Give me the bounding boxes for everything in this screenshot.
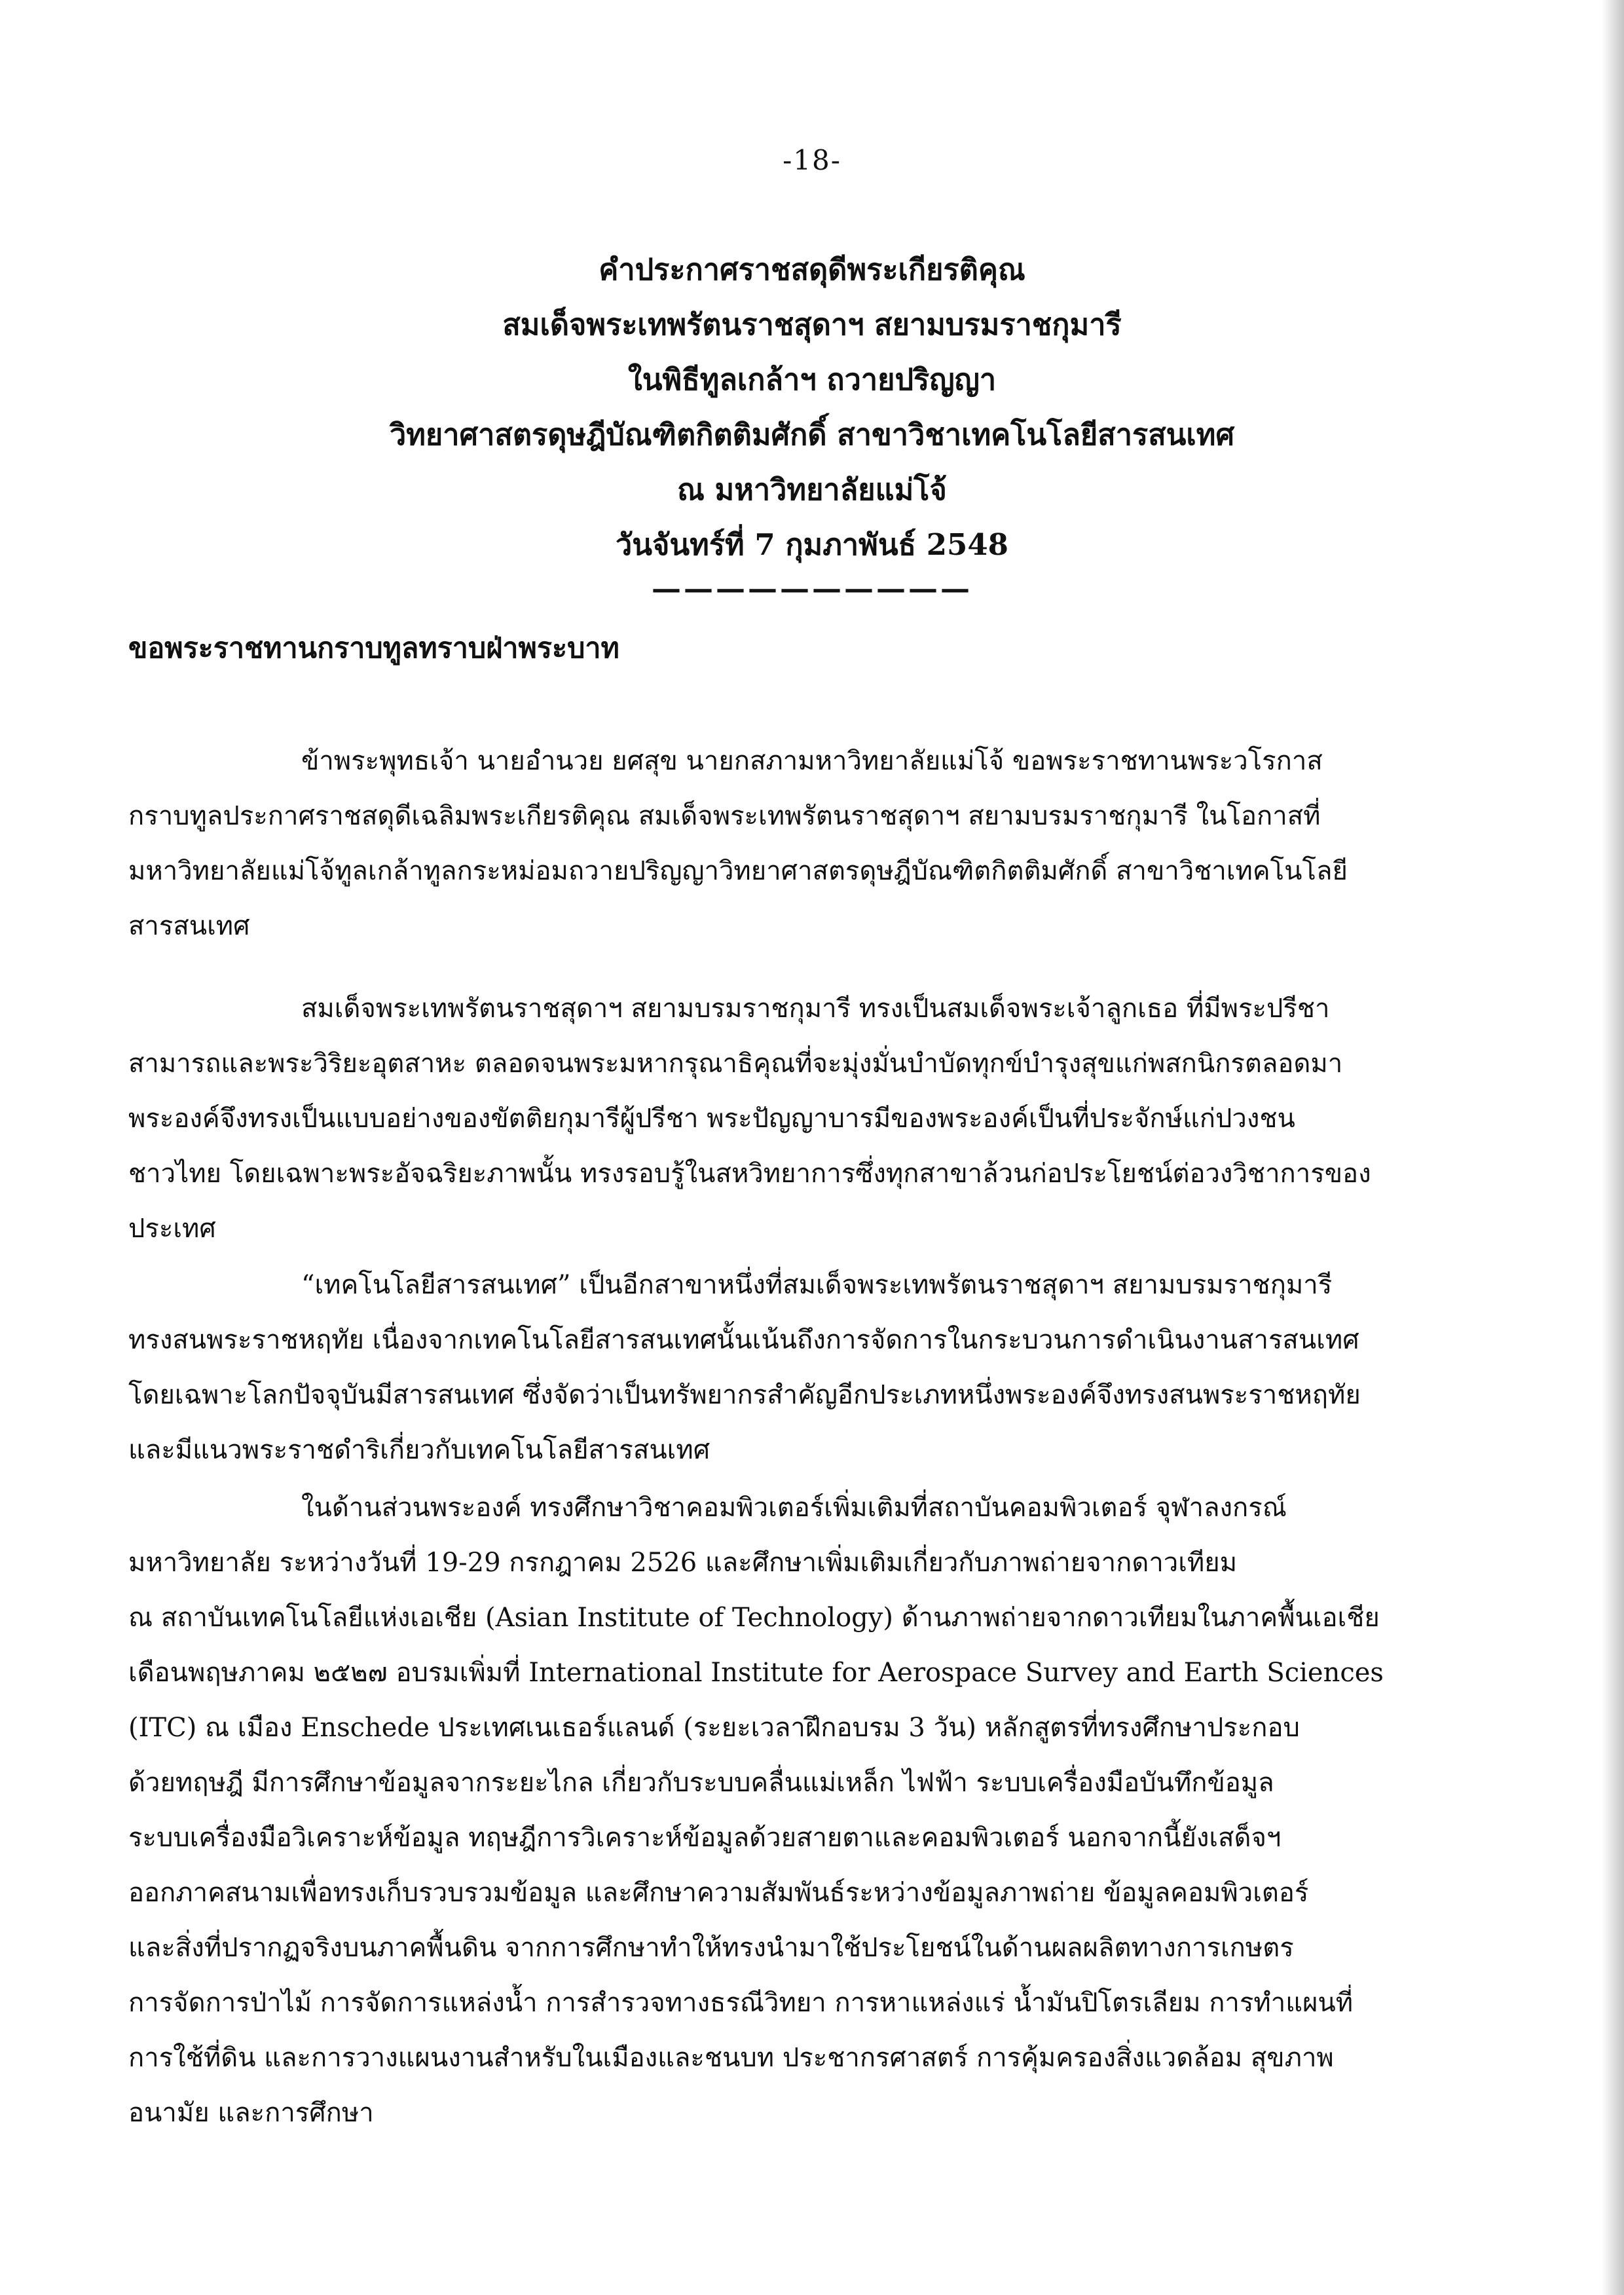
paragraph-line: ออกภาคสนามเพื่อทรงเก็บรวบรวมข้อมูล และศึกษาความสัมพันธ์ระหว่างข้อมูลภาพถ่าย ข้อมูลคอมพิวเตอร์ xyxy=(128,1878,1309,1908)
paragraph-line: อนามัย และการศึกษา xyxy=(128,2098,374,2128)
paragraph-line: ประเทศ xyxy=(128,1214,216,1244)
paragraph-line: ระบบเครื่องมือวิเคราะห์ข้อมูล ทฤษฎีการวิเคราะห์ข้อมูลด้วยสายตาและคอมพิวเตอร์ นอกจากนี้ยังเสด็จฯ xyxy=(128,1823,1282,1853)
paragraph-line: มหาวิทยาลัยแม่โจ้ทูลเกล้าทูลกระหม่อมถวายปริญญาวิทยาศาสตรดุษฎีบัณฑิตกิตติมศักดิ์ สาขาวิชาเทคโนโลยี xyxy=(128,856,1348,886)
paragraph-line: ชาวไทย โดยเฉพาะพระอัจฉริยะภาพนั้น ทรงรอบรู้ในสหวิทยาการซึ่งทุกสาขาล้วนก่อประโยชน์ต่อวงวิชาการของ xyxy=(128,1159,1371,1189)
title-divider: —————————— xyxy=(652,571,972,606)
paragraph-line: และสิ่งที่ปรากฏจริงบนภาคพื้นดิน จากการศึกษาทำให้ทรงนำมาใช้ประโยชน์ในด้านผลผลิตทางการเกษตร xyxy=(128,1933,1294,1963)
salutation: ขอพระราชทานกราบทูลทราบฝ่าพระบาท xyxy=(128,632,619,665)
paragraph-line: การใช้ที่ดิน และการวางแผนงานสำหรับในเมืองและชนบท ประชากรศาสตร์ การคุ้มครองสิ่งแวดล้อม สุขภาพ xyxy=(128,2043,1334,2073)
title-line-date: วันจันทร์ที่ 7 กุมภาพันธ์ 2548 xyxy=(616,527,1008,562)
paragraph-line: ในด้านส่วนพระองค์ ทรงศึกษาวิชาคอมพิวเตอร์เพิ่มเติมที่สถาบันคอมพิวเตอร์ จุฬาลงกรณ์ xyxy=(301,1493,1287,1523)
paragraph-personal-studies xyxy=(128,1480,1438,2140)
page-number: -18- xyxy=(783,144,841,176)
paragraph-line: และมีแนวพระราชดำริเกี่ยวกับเทคโนโลยีสารสนเทศ xyxy=(128,1435,710,1465)
title-line-proclamation: คำประกาศราชสดุดีพระเกียรติคุณ xyxy=(599,252,1025,287)
paragraph-virtues xyxy=(128,981,1438,1256)
paragraph-line: โดยเฉพาะโลกปัจจุบันมีสารสนเทศ ซึ่งจัดว่าเป็นทรัพยากรสำคัญอีกประเภทหนึ่งพระองค์จึงทรงสนพระราชหฤทัย xyxy=(128,1380,1361,1410)
paragraph-line: สามารถและพระวิริยะอุตสาหะ ตลอดจนพระมหากรุณาธิคุณที่จะมุ่งมั่นบำบัดทุกข์บำรุงสุขแก่พสกนิกรตลอดมา xyxy=(128,1049,1343,1079)
title-line-princess-name: สมเด็จพระเทพรัตนราชสุดาฯ สยามบรมราชกุมารี xyxy=(502,307,1122,342)
title-block xyxy=(0,242,1624,605)
paragraph-line: กราบทูลประกาศราชสดุดีเฉลิมพระเกียรติคุณ สมเด็จพระเทพรัตนราชสุดาฯ สยามบรมราชกุมารี ในโอกาสที่ xyxy=(128,801,1321,831)
paragraph-line: การจัดการป่าไม้ การจัดการแหล่งน้ำ การสำรวจทางธรณีวิทยา การหาแหล่งแร่ น้ำมันปิโตรเลียม การทำแผนที่ xyxy=(128,1988,1354,2018)
paragraph-line: ณ สถาบันเทคโนโลยีแห่งเอเชีย (Asian Institute of Technology) ด้านภาพถ่ายจากดาวเทียมในภาคพื้นเอเชีย xyxy=(128,1603,1380,1633)
paragraph-line: ด้วยทฤษฎี มีการศึกษาข้อมูลจากระยะไกล เกี่ยวกับระบบคลื่นแม่เหล็ก ไฟฟ้า ระบบเครื่องมือบันทึกข้อมูล xyxy=(128,1768,1274,1798)
paragraph-line: มหาวิทยาลัย ระหว่างวันที่ 19-29 กรกฎาคม 2526 และศึกษาเพิ่มเติมเกี่ยวกับภาพถ่ายจากดาวเทียม xyxy=(128,1548,1238,1578)
paragraph-line: ทรงสนพระราชหฤทัย เนื่องจากเทคโนโลยีสารสนเทศนั้นเน้นถึงการจัดการในกระบวนการดำเนินงานสารสนเทศ xyxy=(128,1325,1359,1355)
paragraph-line: สมเด็จพระเทพรัตนราชสุดาฯ สยามบรมราชกุมารี ทรงเป็นสมเด็จพระเจ้าลูกเธอ ที่มีพระปรีชา xyxy=(301,994,1330,1024)
paragraph-line: (ITC) ณ เมือง Enschede ประเทศเนเธอร์แลนด์ (ระยะเวลาฝึกอบรม 3 วัน) หลักสูตรที่ทรงศึกษาประกอบ xyxy=(128,1713,1300,1743)
paragraph-line: พระองค์จึงทรงเป็นแบบอย่างของขัตติยกุมารีผู้ปรีชา พระปัญญาบารมีของพระองค์เป็นที่ประจักษ์แก่ปวงชน xyxy=(128,1104,1295,1134)
paragraph-information-technology xyxy=(128,1258,1438,1478)
title-line-university: ณ มหาวิทยาลัยแม่โจ้ xyxy=(677,472,947,507)
paragraph-line: เดือนพฤษภาคม ๒๕๒๗ อบรมเพิ่มที่ International Institute for Aerospace Survey and Earth Sciences xyxy=(128,1658,1384,1688)
title-line-ceremony: ในพิธีทูลเกล้าฯ ถวายปริญญา xyxy=(627,362,997,397)
paragraph-line: “เทคโนโลยีสารสนเทศ” เป็นอีกสาขาหนึ่งที่สมเด็จพระเทพรัตนราชสุดาฯ สยามบรมราชกุมารี xyxy=(301,1270,1333,1300)
title-line-degree: วิทยาศาสตรดุษฎีบัณฑิตกิตติมศักดิ์ สาขาวิชาเทคโนโลยีสารสนเทศ xyxy=(389,417,1235,452)
paragraph-line: สารสนเทศ xyxy=(128,911,250,941)
paragraph-introduction xyxy=(128,734,1438,954)
paragraph-line: ข้าพระพุทธเจ้า นายอำนวย ยศสุข นายกสภามหาวิทยาลัยแม่โจ้ ขอพระราชทานพระวโรกาส xyxy=(301,746,1323,776)
